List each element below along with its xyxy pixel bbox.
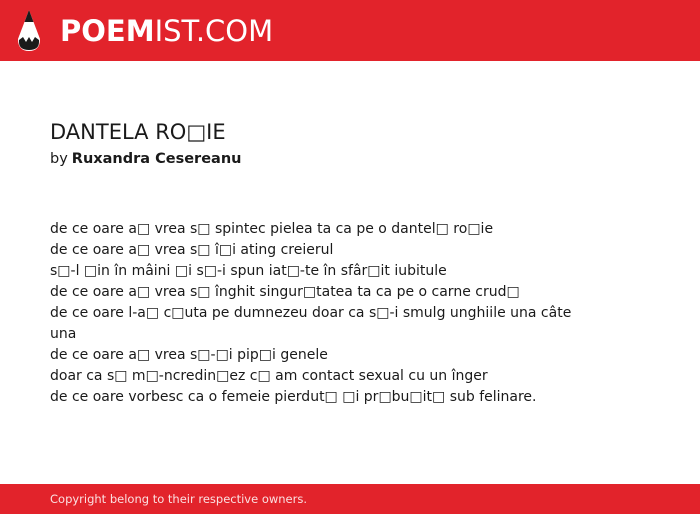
- site-logo-link[interactable]: [16, 9, 273, 53]
- poem-line: s□-l □in în mâini □i s□-i spun iat□-te în sfâr□it iubitule: [50, 263, 447, 279]
- poem-body: [50, 219, 570, 408]
- poem-line: de ce oare a□ vrea s□-□i pip□i genele: [50, 347, 328, 363]
- poem-line: doar ca s□ m□-ncredin□ez c□ am contact sexual cu un înger: [50, 368, 488, 384]
- site-logo-text: [60, 9, 273, 53]
- poem-title: DANTELA RO□IE: [50, 120, 226, 144]
- poem-byline: [50, 148, 241, 170]
- by-label: by: [50, 151, 68, 167]
- site-header: [0, 0, 700, 61]
- poem-line: de ce oare a□ vrea s□ înghit singur□tatea ta ca pe o carne crud□: [50, 284, 520, 300]
- logo-bold-text: POEM: [60, 14, 155, 48]
- site-footer: [0, 484, 700, 514]
- pencil-tip-icon: [16, 9, 42, 53]
- poem-line: una: [50, 326, 77, 342]
- poem-line: de ce oare vorbesc ca o femeie pierdut□ □i pr□bu□it□ sub felinare.: [50, 389, 537, 405]
- author-name: Ruxandra Cesereanu: [71, 151, 242, 167]
- copyright-notice: Copyright belong to their respective owners.: [50, 492, 308, 506]
- poem-line: de ce oare a□ vrea s□ spintec pielea ta ca pe o dantel□ ro□ie: [50, 221, 494, 237]
- poem-line: de ce oare a□ vrea s□ î□i ating creierul: [50, 242, 334, 258]
- poem-line: de ce oare l-a□ c□uta pe dumnezeu doar ca s□-i smulg unghiile una câte: [50, 305, 572, 321]
- logo-light-text: IST.COM: [154, 14, 274, 48]
